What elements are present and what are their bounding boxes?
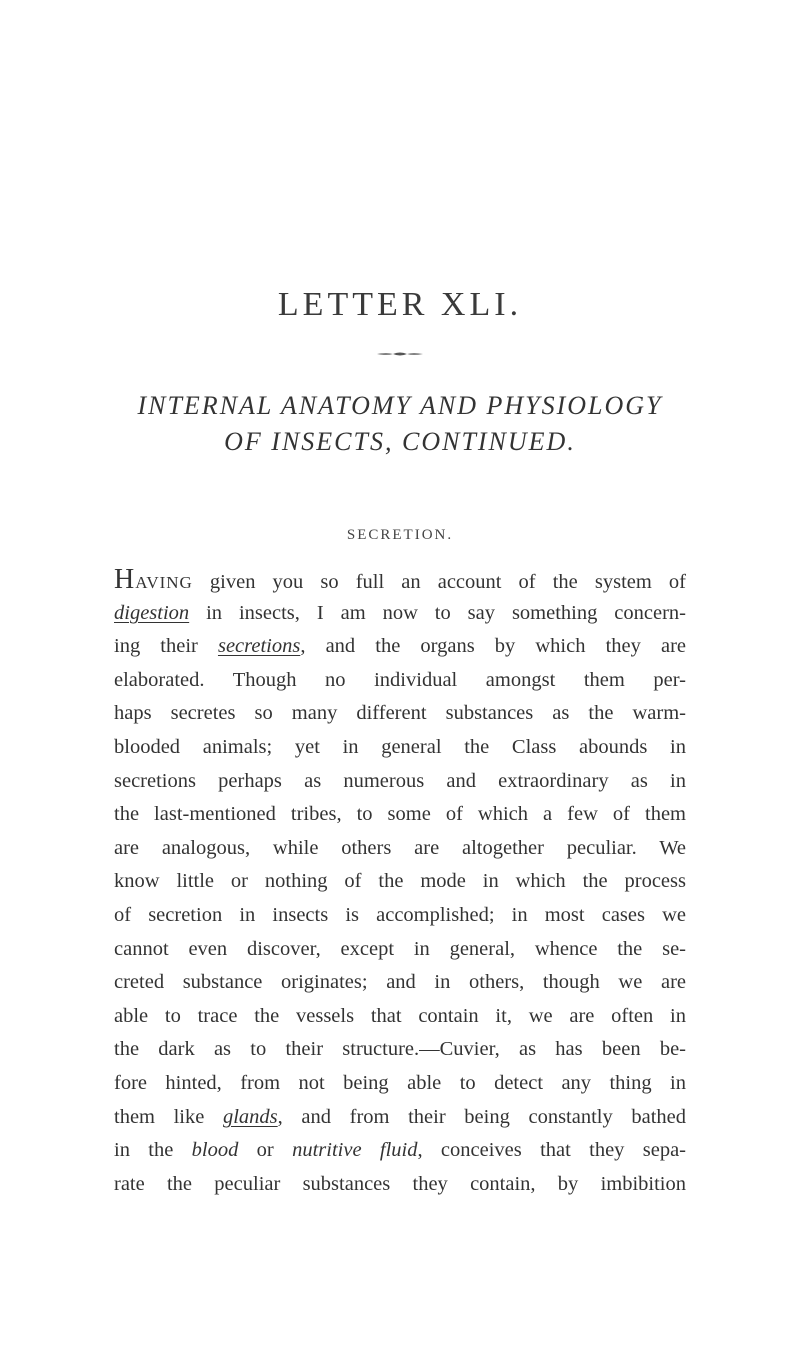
text-line: know little or nothing of the mode in which the process [114,870,686,893]
ornament-divider-icon [375,350,425,358]
text-line: blooded animals; yet in general the Class abounds in [114,735,686,758]
emphasis-text: blood [191,1139,239,1162]
text-line: cannot even discover, except in general, whence the se- [114,937,686,960]
emphasis-text: nutritive fluid [292,1139,418,1162]
text-line: them like glands, and from their being constantly bathed [114,1105,686,1128]
section-title: SECRETION. [346,527,454,543]
text-line: secretions perhaps as numerous and extraordinary as in [114,769,686,792]
text-line: in the blood or nutritive fluid, conceives that they sepa- [114,1139,686,1162]
emphasis-text: digestion [114,601,190,624]
text-line: digestion in insects, I am now to say something concern- [114,601,686,624]
text-line: creted substance originates; and in others, though we are [114,971,686,994]
emphasis-text: glands [222,1105,278,1128]
text-line: haps secretes so many different substances as the warm- [114,702,686,725]
text-line: of secretion in insects is accomplished; in most cases we [114,903,686,926]
drop-cap: H [114,564,136,595]
emphasis-text: secretions [217,635,301,658]
body-paragraph [114,563,686,1201]
text-line: elaborated. Though no individual amongst them per- [114,668,686,691]
text-line: able to trace the vessels that contain it, we are often in [114,1004,686,1027]
chapter-title-line-1: INTERNAL ANATOMY AND PHYSIOLOGY [137,391,663,420]
text-line: ing their secretions, and the organs by which they are [114,635,686,658]
text-line: rate the peculiar substances they contain, by imbibition [114,1172,686,1195]
text-line: HAVING given you so full an account of the system of [114,564,686,595]
letter-title: LETTER XLI. [277,286,523,323]
small-caps-word: AVING [135,573,193,592]
chapter-title-line-2: OF INSECTS, CONTINUED. [224,427,576,456]
text-line: the last-mentioned tribes, to some of which a few of them [114,803,686,826]
text-line: fore hinted, from not being able to detect any thing in [114,1071,686,1094]
text-line: are analogous, while others are altogether peculiar. We [114,836,686,859]
chapter-title [0,388,800,460]
text-line: the dark as to their structure.—Cuvier, as has been be- [114,1038,686,1061]
